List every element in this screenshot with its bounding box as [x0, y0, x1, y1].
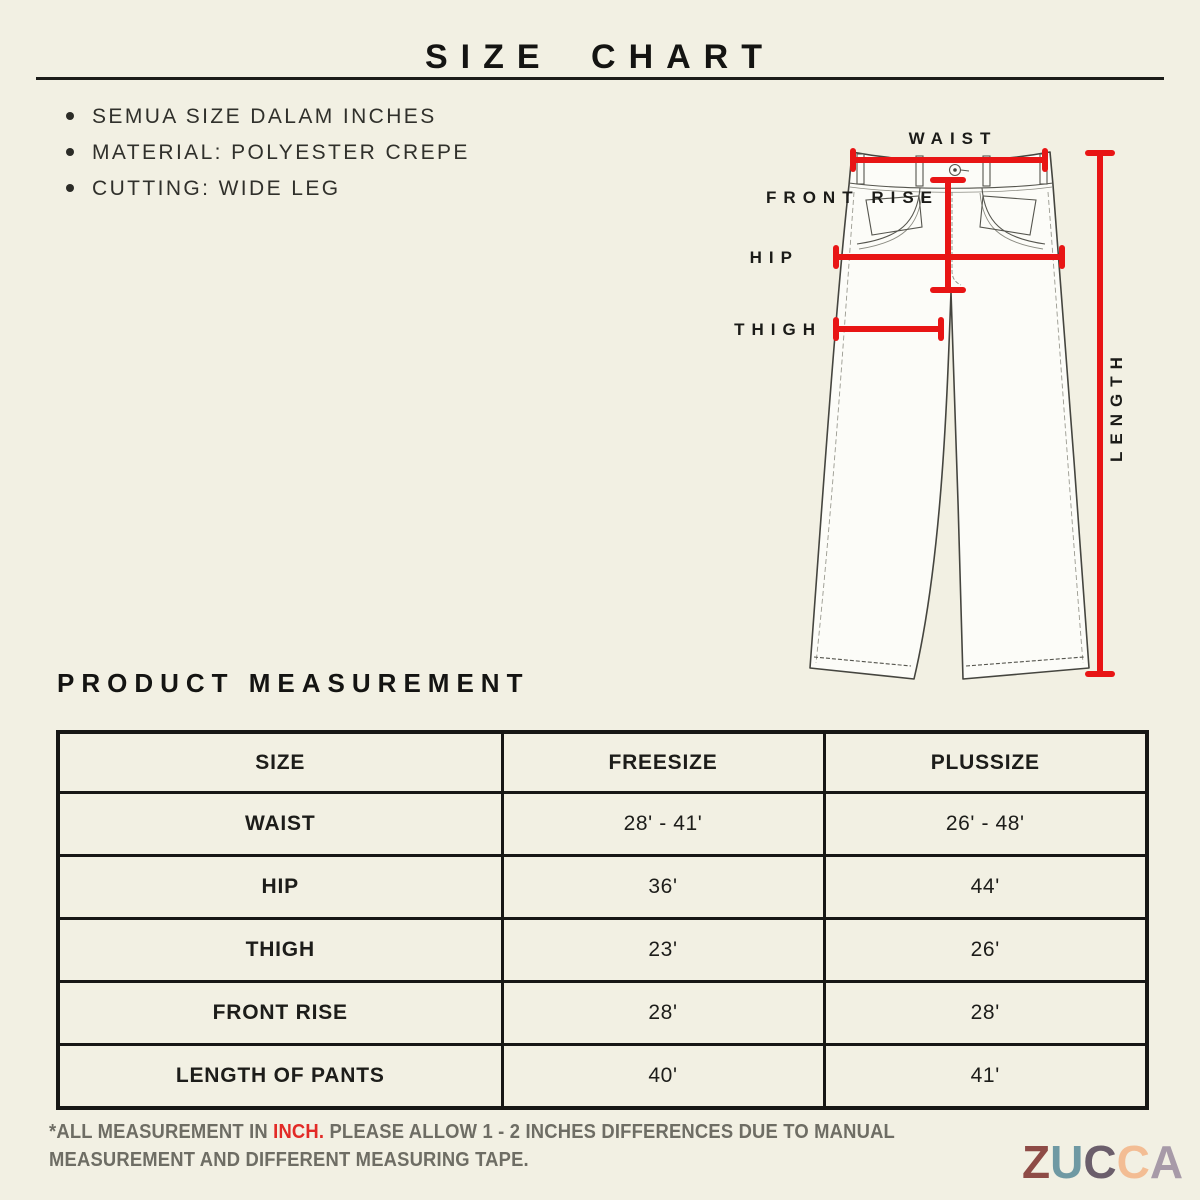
bullet-icon: [66, 184, 74, 192]
column-header-freesize: FREESIZE: [502, 732, 824, 793]
product-notes-list: [64, 105, 470, 213]
plussize-value: 26' - 48': [824, 793, 1147, 856]
pants-measurement-diagram: [700, 130, 1160, 730]
disclaimer-highlight: INCH.: [273, 1121, 325, 1143]
plussize-value: 28': [824, 982, 1147, 1045]
brand-letter: Z: [1022, 1136, 1051, 1188]
freesize-value: 23': [502, 919, 824, 982]
bullet-icon: [66, 148, 74, 156]
note-item: [64, 105, 470, 129]
measurement-table: [56, 730, 1149, 1110]
plussize-value: 26': [824, 919, 1147, 982]
table-row: [58, 982, 1147, 1045]
row-label: WAIST: [58, 793, 502, 856]
bullet-icon: [66, 112, 74, 120]
hip-label: HIP: [749, 248, 799, 267]
disclaimer-line-1: [49, 1118, 895, 1146]
front-rise-label: FRONT RISE: [766, 188, 939, 207]
table-row: [58, 919, 1147, 982]
brand-letter: A: [1149, 1136, 1184, 1188]
row-label: THIGH: [58, 919, 502, 982]
freesize-value: 40': [502, 1045, 824, 1109]
note-item: [64, 177, 470, 201]
plussize-value: 41': [824, 1045, 1147, 1109]
waist-label: WAIST: [908, 129, 998, 148]
column-header-size: SIZE: [58, 732, 502, 793]
freesize-value: 36': [502, 856, 824, 919]
brand-letter: U: [1050, 1136, 1084, 1188]
pants-illustration: [700, 130, 1160, 730]
note-text: MATERIAL: POLYESTER CREPE: [92, 141, 470, 164]
table-row: [58, 1045, 1147, 1109]
disclaimer-line-2: MEASUREMENT AND DIFFERENT MEASURING TAPE.: [49, 1149, 529, 1171]
note-text: SEMUA SIZE DALAM INCHES: [92, 105, 437, 128]
disclaimer-text: *ALL MEASUREMENT IN: [49, 1121, 274, 1143]
table-row: [58, 793, 1147, 856]
note-item: [64, 141, 470, 165]
disclaimer-text: PLEASE ALLOW 1 - 2 INCHES DIFFERENCES DUE TO MANUAL: [324, 1121, 895, 1143]
title-divider: [36, 77, 1164, 80]
brand-letter: C: [1116, 1136, 1150, 1188]
brand-letter: C: [1083, 1136, 1117, 1188]
row-label: LENGTH OF PANTS: [58, 1045, 502, 1109]
row-label: FRONT RISE: [58, 982, 502, 1045]
plussize-value: 44': [824, 856, 1147, 919]
column-header-plussize: PLUSSIZE: [824, 732, 1147, 793]
note-text: CUTTING: WIDE LEG: [92, 177, 341, 200]
freesize-value: 28': [502, 982, 824, 1045]
table-header-row: [58, 732, 1147, 793]
table-row: [58, 856, 1147, 919]
measurement-disclaimer: [49, 1118, 969, 1174]
row-label: HIP: [58, 856, 502, 919]
freesize-value: 28' - 41': [502, 793, 824, 856]
length-label: LENGTH: [1107, 350, 1126, 462]
page-title: SIZE CHART: [425, 38, 775, 76]
brand-logo-zucca: [1022, 1135, 1183, 1189]
section-heading-product-measurement: PRODUCT MEASUREMENT: [57, 668, 530, 698]
thigh-label: THIGH: [734, 320, 822, 339]
